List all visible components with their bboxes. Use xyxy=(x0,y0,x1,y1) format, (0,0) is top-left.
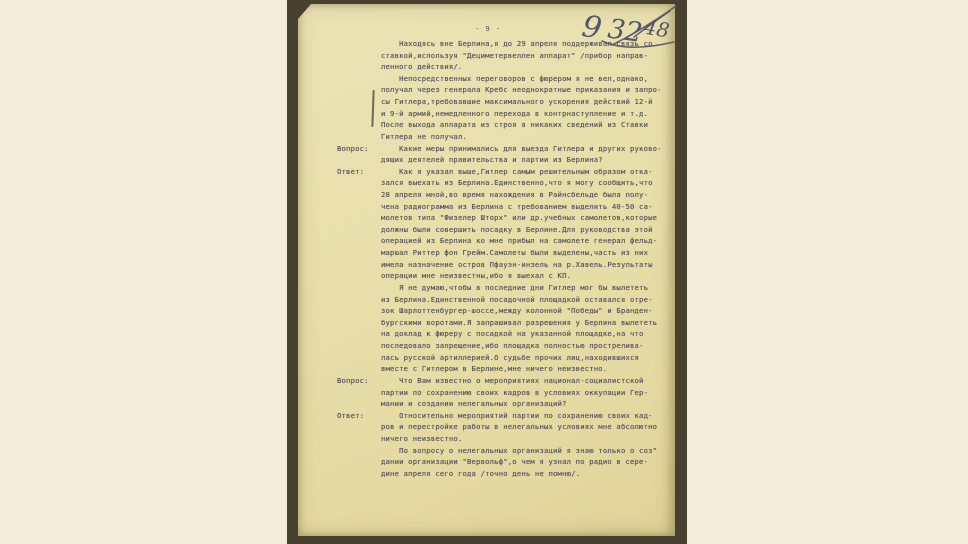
qa-label: Вопрос: xyxy=(337,375,369,385)
text-line: Непосредственных переговоров с фюрером я не вел,однако, xyxy=(381,73,649,83)
qa-block xyxy=(337,375,673,410)
text-line: Какие меры принимались для выезда Гитлера и других руково- xyxy=(381,143,662,153)
text-line: Что Вам известно о мероприятиях национал-социалистской xyxy=(381,375,644,385)
text-line: дании организации "Вервольф",о чем я узнал по радио в сере- xyxy=(381,457,649,467)
text-line: партии по сохранению своих кадров в условиях оккупации Гер- xyxy=(381,387,649,397)
qa-label: Ответ: xyxy=(337,410,365,420)
handwritten-mark-48: 48 xyxy=(642,14,672,43)
text-line: ленного действия/. xyxy=(381,62,463,72)
qa-block xyxy=(337,166,673,375)
text-line: ров и перестройке работы в нелегальных условиях мне абсолютно xyxy=(381,422,658,432)
text-line: последовало запрещение,ибо площадка полностью прострелива- xyxy=(381,340,644,350)
text-line: и 9-й армий,немедленного перехода в контрнаступление и т.д. xyxy=(381,108,649,118)
qa-block xyxy=(337,73,673,143)
text-line: сы Гитлера,требовавшие максимального ускорения действий 12-й xyxy=(381,97,653,107)
text-line: ничего неизвестно. xyxy=(381,434,463,444)
text-line: получал через генерала Кребс неоднократные приказания и запро- xyxy=(381,85,662,95)
text-line: ставкой,используя "Дециметервеллен аппарат" /прибор направ- xyxy=(381,50,649,60)
text-line: операции мне неизвестны,ибо я выехал с КП. xyxy=(381,271,572,281)
text-line: молетов типа "Физелер Шторх" или др.учебных самолетов,которые xyxy=(381,213,658,223)
qa-block xyxy=(337,38,673,73)
text-line: из Берлина.Единственной посадочной площадкой оставался отре- xyxy=(381,294,653,304)
text-line: Относительно мероприятий партии по сохранению своих кад- xyxy=(381,410,653,420)
text-line: лась русской артиллерией.О судьбе прочих лиц,находившихся xyxy=(381,352,640,362)
text-line: бургскими воротами.Я запрашивал разрешения у Берлина вылететь xyxy=(381,317,658,327)
text-line: Как я указал выше,Гитлер самым решительным образом отка- xyxy=(381,166,653,176)
text-line: маршал Риттер фон Грейм.Самолеты были выделены,часть из них xyxy=(381,248,649,258)
text-line: Находясь вне Берлина,я до 29 апреля поддерживал связь со xyxy=(381,39,653,48)
text-line: должны были совершить посадку в Берлине.Для руководства этой xyxy=(381,224,653,234)
text-line: зался выехать из Берлина.Единственно,что я могу сообщить,что xyxy=(381,178,653,188)
qa-label: Вопрос: xyxy=(337,143,369,153)
text-line: Гитлера не получал. xyxy=(381,131,468,141)
text-line: После выхода аппарата из строя я никаких сведений из Ставки xyxy=(381,120,649,130)
text-line: вместе с Гитлером в Берлине,мне ничего неизвестно. xyxy=(381,364,608,374)
text-line: операцией из Берлина ко мне прибыл на самолете генерал фельд- xyxy=(381,236,658,246)
text-line: дящих деятелей правительства и партии из Берлина? xyxy=(381,155,603,165)
handwritten-mark-9: 9 xyxy=(579,8,605,47)
page-number: - 9 - xyxy=(475,24,501,33)
qa-block xyxy=(337,143,673,166)
text-line: мании и создании нелегальных организаций? xyxy=(381,399,567,409)
document-page xyxy=(298,4,675,536)
text-line: чена радиограмма из Берлина с требованием выделить 40-50 са- xyxy=(381,201,653,211)
text-line: имела назначение остров Пфауэн-инзель на р.Хавель.Результаты xyxy=(381,259,653,269)
typed-text xyxy=(298,4,675,536)
text-line: 28 апреля мной,во время нахождения в Райнсбельде была полу- xyxy=(381,190,649,200)
text-line: дине апреля сего года /точно день не помню/. xyxy=(381,468,581,478)
text-line: Я не думаю,чтобы в последние дни Гитлер мог бы вылететь xyxy=(381,282,649,292)
text-line: зок Шарлоттенбургер-шоссе,между колонной "Победы" и Бранден- xyxy=(381,306,653,316)
scan-photo xyxy=(287,0,687,544)
qa-label: Ответ: xyxy=(337,166,365,176)
text-line: на доклад к фюреру с посадкой на указанной площадке,на что xyxy=(381,329,644,339)
text-line: По вопросу о нелегальных организаций я знаю только о соз" xyxy=(381,445,658,455)
qa-block xyxy=(337,410,673,480)
handwritten-mark-32: 32 xyxy=(605,13,645,49)
